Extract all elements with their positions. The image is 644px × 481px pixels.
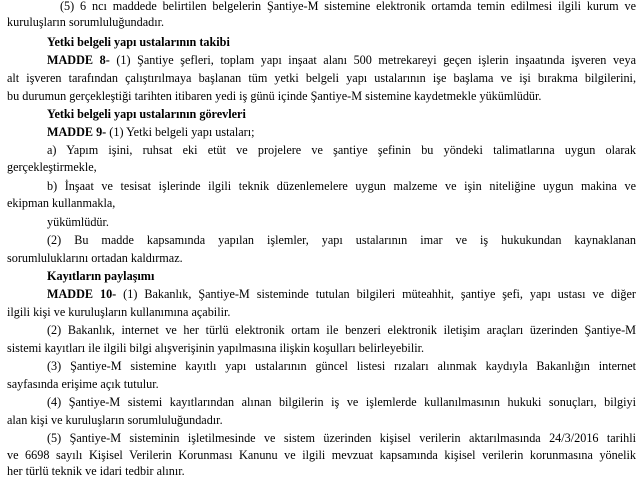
text-line: ve 6698 sayılı Kişisel Verilerin Korunması Kanunu ve ilgili mevzuat kapsamında kişisel verilerin korunmasına yönelik bbox=[7, 448, 636, 462]
text-line: bu durumun gerçekleştiği tarihten itibaren yedi iş günü içinde Şantiye-M sistemine kaydetmekle yükümlüdür. bbox=[7, 89, 542, 103]
article-first-line: MADDE 9- (1) Yetki belgeli yapı ustaları; bbox=[47, 125, 255, 139]
text-line: ilgili kişi ve kuruluşların kullanımına açabilir. bbox=[7, 305, 231, 319]
text-line: alan kişi ve kuruluşların sorumluluğundadır. bbox=[7, 413, 223, 427]
text-line: kuruluşların sorumluluğundadır. bbox=[7, 15, 165, 29]
text-line: yükümlüdür. bbox=[47, 215, 109, 229]
text-line: her türlü teknik ve idari tedbir alınır. bbox=[7, 464, 185, 478]
text-line: (5) 6 ncı maddede belirtilen belgelerin Şantiye-M sistemine elektronik ortamda temin edilmesi ilgili kurum ve bbox=[60, 0, 636, 13]
text-line: alt işveren tarafından çalıştırılmaya başlanan tüm yetki belgeli yapı ustalarının işe başlama ve işi bırakma bilgilerini, bbox=[7, 71, 636, 85]
section-heading: Kayıtların paylaşımı bbox=[47, 269, 155, 283]
text-line: sistemi kayıtları ile ilgili bilgi alışverişinin yapılmasına ilişkin koşulları belirleyebilir. bbox=[7, 341, 425, 355]
text-line: (3) Şantiye-M sistemine kayıtlı yapı ustalarının güncel listesi rızaları alınmak kaydıyla Bakanlığın internet bbox=[47, 359, 636, 373]
text-line: b) İnşaat ve tesisat işlerinde ilgili teknik düzenlemelere uygun malzeme ve işin niteliğine uygun makina ve bbox=[47, 179, 636, 193]
text-line: gerçekleştirmekle, bbox=[7, 160, 97, 174]
section-heading: Yetki belgeli yapı ustalarının takibi bbox=[47, 35, 230, 49]
text-line: ekipman kullanmakla, bbox=[7, 196, 116, 210]
text-line: (2) Bu madde kapsamında yapılan işlemler, yapı ustalarının imar ve iş hukukundan kaynaklanan bbox=[47, 233, 636, 247]
section-heading: Yetki belgeli yapı ustalarının görevleri bbox=[47, 107, 246, 121]
text-line: (2) Bakanlık, internet ve her türlü elektronik ortam ile benzeri elektronik iletişim araçları üzerinden Şantiye-M bbox=[47, 323, 636, 337]
text-line: (4) Şantiye-M sistemi kayıtlarından alınan bilgilerin iş ve işlemlerde kullanılmasının hukuki sonuçları, bilgiyi bbox=[47, 395, 636, 409]
text-line: sorumluluklarını ortadan kaldırmaz. bbox=[7, 251, 183, 265]
text-line: a) Yapım işini, ruhsat eki etüt ve projelere ve şantiye şefinin bu yöndeki talimatlarına uygun olarak bbox=[47, 143, 636, 157]
text-line: sayfasında erişime açık tutulur. bbox=[7, 377, 159, 391]
article-first-line: MADDE 10- (1) Bakanlık, Şantiye-M sisteminde tutulan bilgileri müteahhit, şantiye şefi, yapı ustası ve diğer bbox=[47, 287, 636, 301]
text-line: (5) Şantiye-M sisteminin işletilmesinde ve sistem üzerinden kişisel verilerin aktarılmasında 24/3/2016 tarihli bbox=[47, 431, 636, 445]
article-first-line: MADDE 8- (1) Şantiye şefleri, toplam yapı inşaat alanı 500 metrekareyi geçen işlerin inşaatında işveren veya bbox=[47, 53, 636, 67]
